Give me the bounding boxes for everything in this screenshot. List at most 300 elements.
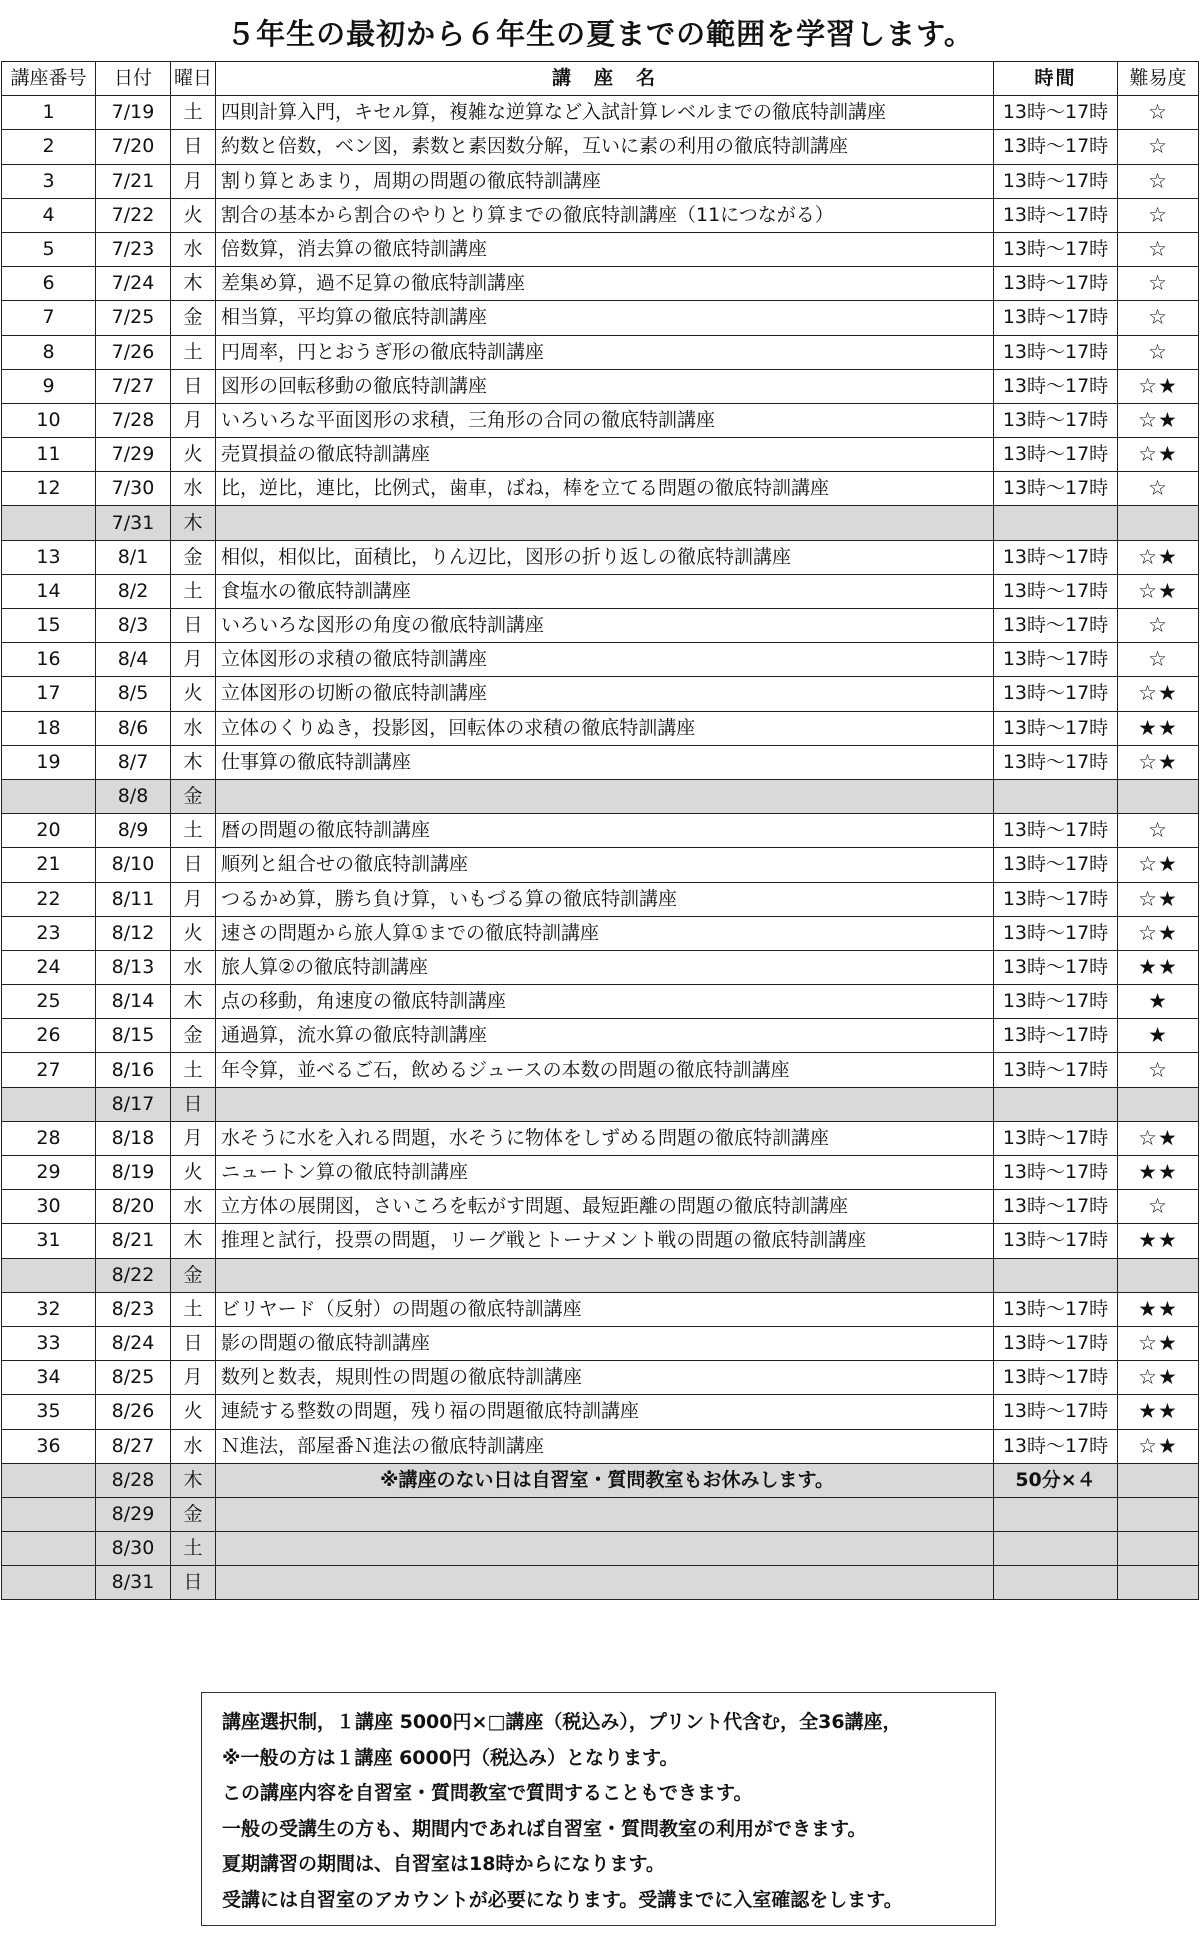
table-row [2,1053,1199,1087]
lecture-number: 27 [2,1053,96,1087]
lecture-number: 15 [2,609,96,643]
table-row [2,609,1199,643]
lecture-difficulty: ★★ [1118,1395,1199,1429]
lecture-date: 7/31 [96,506,171,540]
lecture-time: 13時～17時 [994,814,1118,848]
lecture-weekday: 水 [171,1190,216,1224]
lecture-number: 22 [2,882,96,916]
lecture-date: 7/20 [96,130,171,164]
lecture-date: 8/1 [96,540,171,574]
lecture-number: 8 [2,335,96,369]
lecture-name: ニュートン算の徹底特訓講座 [216,1156,994,1190]
lecture-time: 13時～17時 [994,130,1118,164]
lecture-weekday: 金 [171,1258,216,1292]
lecture-number [2,1532,96,1566]
lecture-name: 約数と倍数，ベン図，素数と素因数分解，互いに素の利用の徹底特訓講座 [216,130,994,164]
lecture-date: 8/19 [96,1156,171,1190]
lecture-number: 14 [2,574,96,608]
lecture-weekday: 火 [171,916,216,950]
lecture-weekday: 日 [171,848,216,882]
table-row [2,198,1199,232]
lecture-name: 数列と数表，規則性の問題の徹底特訓講座 [216,1361,994,1395]
lecture-time: 13時～17時 [994,267,1118,301]
lecture-number [2,1258,96,1292]
table-row [2,130,1199,164]
lecture-difficulty [1118,1087,1199,1121]
lecture-name: 暦の問題の徹底特訓講座 [216,814,994,848]
lecture-difficulty: ☆ [1118,96,1199,130]
lecture-weekday: 水 [171,711,216,745]
lecture-name: 立体図形の求積の徹底特訓講座 [216,643,994,677]
lecture-date: 8/25 [96,1361,171,1395]
lecture-time: 13時～17時 [994,540,1118,574]
lecture-weekday: 日 [171,609,216,643]
lecture-name: 円周率，円とおうぎ形の徹底特訓講座 [216,335,994,369]
lecture-name: いろいろな平面図形の求積，三角形の合同の徹底特訓講座 [216,403,994,437]
lecture-weekday: 金 [171,779,216,813]
lecture-time: 13時～17時 [994,1395,1118,1429]
lecture-difficulty: ☆★ [1118,438,1199,472]
lecture-date: 7/25 [96,301,171,335]
table-row [2,848,1199,882]
lecture-time: 13時～17時 [994,335,1118,369]
lecture-number [2,1566,96,1600]
lecture-number: 6 [2,267,96,301]
lecture-name: 順列と組合せの徹底特訓講座 [216,848,994,882]
col-header-name: 講 座 名 [216,62,994,96]
lecture-date: 8/13 [96,950,171,984]
lecture-time: 13時～17時 [994,164,1118,198]
lecture-difficulty: ★ [1118,985,1199,1019]
info-line: この講座内容を自習室・質問教室で質問することもできます。 [222,1782,753,1804]
lecture-weekday: 土 [171,1053,216,1087]
lecture-date: 8/4 [96,643,171,677]
lecture-time: 13時～17時 [994,198,1118,232]
lecture-weekday: 水 [171,472,216,506]
lecture-time: 13時～17時 [994,1190,1118,1224]
lecture-weekday: 月 [171,1121,216,1155]
lecture-number: 32 [2,1292,96,1326]
lecture-date: 8/8 [96,779,171,813]
schedule-table [1,61,1199,1600]
lecture-number: 24 [2,950,96,984]
lecture-weekday: 木 [171,1224,216,1258]
info-line: 一般の受講生の方も、期間内であれば自習室・質問教室の利用ができます。 [222,1817,867,1840]
lecture-date: 8/11 [96,882,171,916]
lecture-name [216,779,994,813]
lecture-number: 29 [2,1156,96,1190]
lecture-difficulty: ☆★ [1118,882,1199,916]
lecture-time: 13時～17時 [994,1361,1118,1395]
lecture-difficulty [1118,1497,1199,1531]
lecture-difficulty: ☆ [1118,232,1199,266]
lecture-difficulty: ☆★ [1118,1121,1199,1155]
lecture-date: 8/28 [96,1463,171,1497]
page-title: ５年生の最初から６年生の夏までの範囲を学習します。 [226,17,974,51]
lecture-date: 8/31 [96,1566,171,1600]
lecture-date: 7/24 [96,267,171,301]
table-row-off-day [2,506,1199,540]
lecture-name: 食塩水の徹底特訓講座 [216,574,994,608]
lecture-difficulty: ★★ [1118,950,1199,984]
table-row [2,1326,1199,1360]
lecture-date: 7/23 [96,232,171,266]
table-row [2,985,1199,1019]
table-row [2,916,1199,950]
table-row [2,472,1199,506]
lecture-difficulty: ☆ [1118,814,1199,848]
lecture-number: 13 [2,540,96,574]
lecture-date: 7/29 [96,438,171,472]
lecture-number: 4 [2,198,96,232]
lecture-time: 13時～17時 [994,1156,1118,1190]
lecture-time: 13時～17時 [994,1292,1118,1326]
lecture-number: 19 [2,745,96,779]
lecture-number: 12 [2,472,96,506]
lecture-number: 30 [2,1190,96,1224]
info-box [201,1692,996,1926]
lecture-weekday: 水 [171,232,216,266]
table-row [2,1156,1199,1190]
lecture-difficulty: ☆ [1118,1190,1199,1224]
lecture-time [994,1532,1118,1566]
lecture-date: 8/7 [96,745,171,779]
lecture-difficulty: ☆★ [1118,916,1199,950]
lecture-difficulty: ☆ [1118,164,1199,198]
lecture-time: 13時～17時 [994,916,1118,950]
lecture-time: 13時～17時 [994,472,1118,506]
lecture-weekday: 土 [171,574,216,608]
lecture-time: 13時～17時 [994,609,1118,643]
lecture-time: 13時～17時 [994,643,1118,677]
lecture-difficulty: ☆ [1118,267,1199,301]
table-row [2,814,1199,848]
lecture-difficulty: ☆★ [1118,574,1199,608]
lecture-difficulty: ☆ [1118,198,1199,232]
lecture-name: 割り算とあまり，周期の問題の徹底特訓講座 [216,164,994,198]
lecture-time: 13時～17時 [994,96,1118,130]
lecture-date: 7/26 [96,335,171,369]
lecture-number: 1 [2,96,96,130]
lecture-number: 11 [2,438,96,472]
lecture-weekday: 金 [171,301,216,335]
lecture-difficulty: ☆ [1118,130,1199,164]
table-row [2,1395,1199,1429]
lecture-number: 21 [2,848,96,882]
table-row [2,745,1199,779]
lecture-number: 26 [2,1019,96,1053]
lecture-time: 13時～17時 [994,985,1118,1019]
table-row-off-day [2,1258,1199,1292]
lecture-date: 7/28 [96,403,171,437]
info-line: 講座選択制，１講座 5000円×□講座（税込み），プリント代含む，全36講座， [222,1711,902,1733]
lecture-time: 13時～17時 [994,711,1118,745]
lecture-date: 8/6 [96,711,171,745]
table-row-off-day [2,779,1199,813]
lecture-name: 倍数算，消去算の徹底特訓講座 [216,232,994,266]
lecture-date: 8/9 [96,814,171,848]
lecture-weekday: 木 [171,267,216,301]
lecture-number: 10 [2,403,96,437]
lecture-name: 売買損益の徹底特訓講座 [216,438,994,472]
lecture-name: 比，逆比，連比，比例式，歯車，ばね，棒を立てる問題の徹底特訓講座 [216,472,994,506]
table-row [2,711,1199,745]
lecture-name: つるかめ算，勝ち負け算，いもづる算の徹底特訓講座 [216,882,994,916]
lecture-date: 8/3 [96,609,171,643]
lecture-date: 8/10 [96,848,171,882]
lecture-weekday: 水 [171,1429,216,1463]
lecture-date: 8/14 [96,985,171,1019]
lecture-weekday: 火 [171,677,216,711]
lecture-time: 13時～17時 [994,438,1118,472]
lecture-number: 20 [2,814,96,848]
lecture-number: 31 [2,1224,96,1258]
table-row [2,574,1199,608]
lecture-name: Ｎ進法，部屋番Ｎ進法の徹底特訓講座 [216,1429,994,1463]
lecture-date: 8/5 [96,677,171,711]
lecture-date: 7/30 [96,472,171,506]
note-row [2,1463,1199,1497]
lecture-weekday: 金 [171,1019,216,1053]
lecture-name: 図形の回転移動の徹底特訓講座 [216,369,994,403]
lecture-difficulty [1118,1463,1199,1497]
lecture-time: 13時～17時 [994,232,1118,266]
lecture-time [994,1258,1118,1292]
table-row-off-day [2,1087,1199,1121]
lecture-date: 8/29 [96,1497,171,1531]
lecture-date: 7/19 [96,96,171,130]
lecture-time [994,1566,1118,1600]
table-row [2,1292,1199,1326]
lecture-time: 13時～17時 [994,1326,1118,1360]
lecture-number: 25 [2,985,96,1019]
lecture-weekday: 土 [171,335,216,369]
lecture-name: ※講座のない日は自習室・質問教室もお休みします。 [216,1463,994,1497]
lecture-number: 35 [2,1395,96,1429]
lecture-weekday: 月 [171,643,216,677]
lecture-time [994,779,1118,813]
lecture-date: 8/18 [96,1121,171,1155]
lecture-weekday: 月 [171,403,216,437]
lecture-number [2,1497,96,1531]
lecture-difficulty: ★★ [1118,1292,1199,1326]
lecture-difficulty: ☆★ [1118,848,1199,882]
info-line: 受講には自習室のアカウントが必要になります。受講までに入室確認をします。 [222,1888,903,1911]
table-row [2,267,1199,301]
table-row [2,1361,1199,1395]
lecture-weekday: 木 [171,745,216,779]
lecture-name: 年令算，並べるご石，飲めるジュースの本数の問題の徹底特訓講座 [216,1053,994,1087]
lecture-name: 連続する整数の問題，残り福の問題徹底特訓講座 [216,1395,994,1429]
lecture-date: 8/26 [96,1395,171,1429]
lecture-time: 13時～17時 [994,301,1118,335]
lecture-number: 33 [2,1326,96,1360]
lecture-name [216,1497,994,1531]
table-row-off-day [2,1532,1199,1566]
lecture-date: 8/24 [96,1326,171,1360]
table-row [2,403,1199,437]
lecture-time: 13時～17時 [994,1053,1118,1087]
table-row [2,1019,1199,1053]
lecture-weekday: 木 [171,1463,216,1497]
col-header-difficulty: 難易度 [1118,62,1199,96]
lecture-name: 影の問題の徹底特訓講座 [216,1326,994,1360]
lecture-weekday: 土 [171,96,216,130]
lecture-name: 立体のくりぬき，投影図，回転体の求積の徹底特訓講座 [216,711,994,745]
lecture-name: 割合の基本から割合のやりとり算までの徹底特訓講座（11につながる） [216,198,994,232]
lecture-difficulty: ☆★ [1118,1361,1199,1395]
lecture-difficulty [1118,1566,1199,1600]
table-row [2,301,1199,335]
lecture-time [994,1497,1118,1531]
lecture-name: いろいろな図形の角度の徹底特訓講座 [216,609,994,643]
lecture-difficulty: ☆ [1118,1053,1199,1087]
lecture-number: 23 [2,916,96,950]
lecture-name: 相似，相似比，面積比，りん辺比，図形の折り返しの徹底特訓講座 [216,540,994,574]
lecture-weekday: 日 [171,369,216,403]
lecture-difficulty: ★★ [1118,1224,1199,1258]
lecture-number: 36 [2,1429,96,1463]
lecture-name: 速さの問題から旅人算①までの徹底特訓講座 [216,916,994,950]
col-header-day: 曜日 [171,62,216,96]
lecture-name: 点の移動，角速度の徹底特訓講座 [216,985,994,1019]
lecture-date: 8/21 [96,1224,171,1258]
table-header-row [2,62,1199,96]
schedule-body [2,96,1199,1600]
lecture-name: 水そうに水を入れる問題，水そうに物体をしずめる問題の徹底特訓講座 [216,1121,994,1155]
lecture-difficulty: ★★ [1118,1156,1199,1190]
table-row [2,1121,1199,1155]
table-row [2,1224,1199,1258]
table-row [2,540,1199,574]
lecture-weekday: 水 [171,950,216,984]
lecture-date: 8/2 [96,574,171,608]
lecture-difficulty: ☆ [1118,643,1199,677]
lecture-time: 13時～17時 [994,1224,1118,1258]
lecture-weekday: 日 [171,1566,216,1600]
lecture-number: 5 [2,232,96,266]
lecture-name [216,1258,994,1292]
lecture-date: 8/23 [96,1292,171,1326]
lecture-time: 13時～17時 [994,745,1118,779]
lecture-name: ビリヤード（反射）の問題の徹底特訓講座 [216,1292,994,1326]
table-row [2,643,1199,677]
lecture-date: 8/27 [96,1429,171,1463]
lecture-difficulty: ☆★ [1118,677,1199,711]
lecture-difficulty: ☆★ [1118,745,1199,779]
lecture-number [2,506,96,540]
lecture-difficulty [1118,506,1199,540]
lecture-time: 13時～17時 [994,1121,1118,1155]
table-row [2,1190,1199,1224]
lecture-date: 8/22 [96,1258,171,1292]
lecture-weekday: 火 [171,198,216,232]
lecture-difficulty: ★ [1118,1019,1199,1053]
lecture-number [2,1087,96,1121]
lecture-time: 13時～17時 [994,882,1118,916]
lecture-date: 7/22 [96,198,171,232]
lecture-date: 8/30 [96,1532,171,1566]
lecture-difficulty: ★★ [1118,711,1199,745]
info-line: 夏期講習の期間は、自習室は18時からになります。 [222,1853,665,1875]
lecture-name: 通過算，流水算の徹底特訓講座 [216,1019,994,1053]
lecture-name [216,1566,994,1600]
lecture-time: 13時～17時 [994,677,1118,711]
lecture-weekday: 土 [171,1532,216,1566]
lecture-weekday: 日 [171,130,216,164]
lecture-difficulty: ☆ [1118,472,1199,506]
lecture-date: 8/17 [96,1087,171,1121]
lecture-weekday: 木 [171,985,216,1019]
lecture-name: 立方体の展開図，さいころを転がす問題、最短距離の問題の徹底特訓講座 [216,1190,994,1224]
lecture-number: 34 [2,1361,96,1395]
lecture-weekday: 月 [171,882,216,916]
table-row [2,96,1199,130]
lecture-weekday: 土 [171,1292,216,1326]
lecture-name [216,1532,994,1566]
lecture-time: 50分×４ [994,1463,1118,1497]
table-row-off-day [2,1566,1199,1600]
table-row [2,369,1199,403]
table-row-off-day [2,1497,1199,1531]
lecture-number: 28 [2,1121,96,1155]
info-line: ※一般の方は１講座 6000円（税込み）となります。 [222,1746,679,1769]
lecture-number: 2 [2,130,96,164]
lecture-date: 7/21 [96,164,171,198]
table-row [2,882,1199,916]
lecture-name: 推理と試行，投票の問題，リーグ戦とトーナメント戦の問題の徹底特訓講座 [216,1224,994,1258]
lecture-name [216,506,994,540]
table-row [2,164,1199,198]
lecture-name: 仕事算の徹底特訓講座 [216,745,994,779]
table-row [2,677,1199,711]
table-row [2,1429,1199,1463]
lecture-weekday: 火 [171,1156,216,1190]
lecture-name [216,1087,994,1121]
lecture-date: 8/12 [96,916,171,950]
lecture-difficulty: ☆ [1118,609,1199,643]
lecture-weekday: 火 [171,1395,216,1429]
lecture-weekday: 土 [171,814,216,848]
lecture-time [994,506,1118,540]
table-row [2,950,1199,984]
lecture-time: 13時～17時 [994,403,1118,437]
lecture-weekday: 火 [171,438,216,472]
table-row [2,438,1199,472]
col-header-time: 時間 [994,62,1118,96]
table-row [2,335,1199,369]
lecture-difficulty [1118,1258,1199,1292]
lecture-time: 13時～17時 [994,369,1118,403]
lecture-time: 13時～17時 [994,848,1118,882]
lecture-difficulty: ☆★ [1118,403,1199,437]
lecture-weekday: 日 [171,1087,216,1121]
lecture-number: 18 [2,711,96,745]
lecture-number: 9 [2,369,96,403]
lecture-weekday: 月 [171,164,216,198]
lecture-number [2,779,96,813]
lecture-weekday: 金 [171,1497,216,1531]
lecture-name: 相当算，平均算の徹底特訓講座 [216,301,994,335]
lecture-weekday: 日 [171,1326,216,1360]
lecture-date: 7/27 [96,369,171,403]
lecture-number [2,1463,96,1497]
lecture-weekday: 月 [171,1361,216,1395]
lecture-date: 8/15 [96,1019,171,1053]
lecture-time: 13時～17時 [994,1429,1118,1463]
lecture-difficulty: ☆★ [1118,1326,1199,1360]
lecture-name: 旅人算②の徹底特訓講座 [216,950,994,984]
